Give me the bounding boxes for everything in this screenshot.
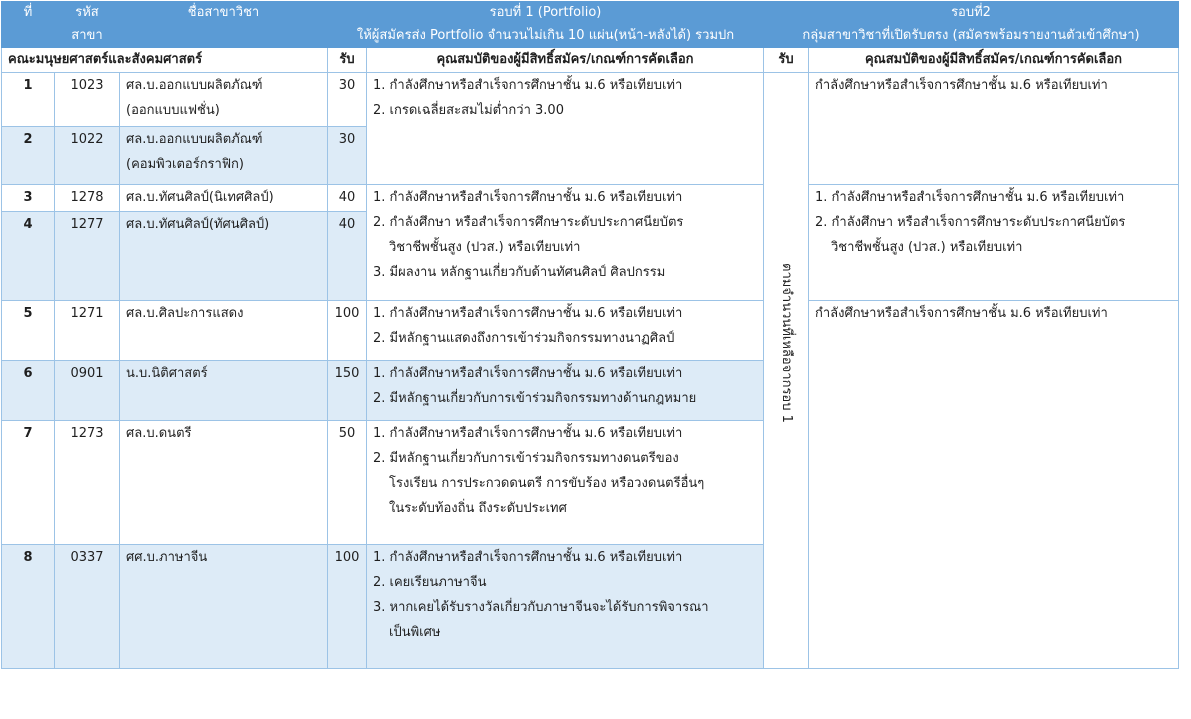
row-no: 4 — [2, 212, 55, 301]
round1-criteria: 1. กำลังศึกษาหรือสำเร็จการศึกษาชั้น ม.6 หรือเทียบเท่า 2. เกรดเฉลี่ยสะสมไม่ต่ำกว่า 3.00 — [367, 73, 764, 185]
round1-title: รอบที่ 1 (Portfolio) — [328, 2, 764, 25]
row-code: 1271 — [55, 301, 120, 361]
round1-criteria: 1. กำลังศึกษาหรือสำเร็จการศึกษาชั้น ม.6 หรือเทียบเท่า 2. มีหลักฐานเกี่ยวกับการเข้าร่วมกิจกรรมทางดนตรีของ โรงเรียน การประกวดดนตรี การขับร้อง หรือวงดนตรีอื่นๆ ในระดับท้องถิ่น ถึงระดับประเทศ — [367, 421, 764, 545]
row-no: 2 — [2, 127, 55, 185]
round2-criteria: กำลังศึกษาหรือสำเร็จการศึกษาชั้น ม.6 หรือเทียบเท่า — [809, 301, 1179, 669]
row-no: 5 — [2, 301, 55, 361]
round2-title: รอบที่2 — [764, 2, 1179, 25]
row-program-name: ศล.บ.ศิลปะการแสดง — [120, 301, 328, 361]
admission-table — [1, 1, 1179, 669]
round2-criteria: กำลังศึกษาหรือสำเร็จการศึกษาชั้น ม.6 หรือเทียบเท่า — [809, 73, 1179, 185]
row-seats: 50 — [328, 421, 367, 545]
row-seats: 100 — [328, 545, 367, 669]
round1-criteria: 1. กำลังศึกษาหรือสำเร็จการศึกษาชั้น ม.6 หรือเทียบเท่า 2. มีหลักฐานแสดงถึงการเข้าร่วมกิจกรรมทางนาฏศิลป์ — [367, 301, 764, 361]
col-no-header: ที่ — [2, 2, 55, 48]
round2-criteria: 1. กำลังศึกษาหรือสำเร็จการศึกษาชั้น ม.6 หรือเทียบเท่า 2. กำลังศึกษา หรือสำเร็จการศึกษาระดับประกาศนียบัตร วิชาชีพชั้นสูง (ปวส.) หรือเทียบเท่า — [809, 185, 1179, 301]
col-code-header-2: สาขา — [55, 25, 120, 48]
row-no: 8 — [2, 545, 55, 669]
row-code: 0901 — [55, 361, 120, 421]
table-row — [2, 301, 1179, 361]
round1-criteria: 1. กำลังศึกษาหรือสำเร็จการศึกษาชั้น ม.6 หรือเทียบเท่า 2. เคยเรียนภาษาจีน 3. หากเคยได้รับรางวัลเกี่ยวกับภาษาจีนจะได้รับการพิจารณา เป็นพิเศษ — [367, 545, 764, 669]
round2-seats-label: รับ — [764, 48, 809, 73]
row-program-name: ศล.บ.ดนตรี — [120, 421, 328, 545]
round1-criteria: 1. กำลังศึกษาหรือสำเร็จการศึกษาชั้น ม.6 หรือเทียบเท่า 2. มีหลักฐานเกี่ยวกับการเข้าร่วมกิจกรรมทางด้านกฎหมาย — [367, 361, 764, 421]
row-seats: 40 — [328, 212, 367, 301]
col-code-header: รหัส — [55, 2, 120, 25]
header-row-2 — [2, 25, 1179, 48]
row-code: 1023 — [55, 73, 120, 127]
header-row-1 — [2, 2, 1179, 25]
round1-subtitle: ให้ผู้สมัครส่ง Portfolio จำนวนไม่เกิน 10 แผ่น(หน้า-หลังได้) รวมปก — [328, 25, 764, 48]
row-seats: 150 — [328, 361, 367, 421]
row-code: 1278 — [55, 185, 120, 212]
row-code: 1273 — [55, 421, 120, 545]
row-no: 3 — [2, 185, 55, 212]
row-code: 0337 — [55, 545, 120, 669]
row-program-name: น.บ.นิติศาสตร์ — [120, 361, 328, 421]
row-program-name: ศล.บ.ออกแบบผลิตภัณฑ์ (คอมพิวเตอร์กราฟิก) — [120, 127, 328, 185]
category-name: คณะมนุษยศาสตร์และสังคมศาสตร์ — [2, 48, 328, 73]
row-code: 1022 — [55, 127, 120, 185]
category-row — [2, 48, 1179, 73]
row-seats: 40 — [328, 185, 367, 212]
row-seats: 30 — [328, 127, 367, 185]
row-no: 1 — [2, 73, 55, 127]
row-program-name: ศศ.บ.ภาษาจีน — [120, 545, 328, 669]
row-no: 6 — [2, 361, 55, 421]
row-program-name: ศล.บ.ออกแบบผลิตภัณฑ์ (ออกแบบแฟชั่น) — [120, 73, 328, 127]
col-name-header: ชื่อสาขาวิชา — [120, 2, 328, 25]
row-seats: 30 — [328, 73, 367, 127]
round2-seats-note: ตามจำนวนที่เหลือจากรอบ 1 — [764, 73, 809, 669]
round1-criteria: 1. กำลังศึกษาหรือสำเร็จการศึกษาชั้น ม.6 หรือเทียบเท่า 2. กำลังศึกษา หรือสำเร็จการศึกษาระดับประกาศนียบัตร วิชาชีพชั้นสูง (ปวส.) หรือเทียบเท่า 3. มีผลงาน หลักฐานเกี่ยวกับด้านทัศนศิลป์ ศิลปกรรม — [367, 185, 764, 301]
round1-seats-label: รับ — [328, 48, 367, 73]
table-row — [2, 185, 1179, 212]
round2-criteria-label: คุณสมบัติของผู้มีสิทธิ์สมัคร/เกณฑ์การคัดเลือก — [809, 48, 1179, 73]
table-row — [2, 73, 1179, 127]
round2-subtitle: กลุ่มสาขาวิชาที่เปิดรับตรง (สมัครพร้อมรายงานตัวเข้าศึกษา) — [764, 25, 1179, 48]
row-program-name: ศล.บ.ทัศนศิลป์(นิเทศศิลป์) — [120, 185, 328, 212]
row-no: 7 — [2, 421, 55, 545]
row-code: 1277 — [55, 212, 120, 301]
round1-criteria-label: คุณสมบัติของผู้มีสิทธิ์สมัคร/เกณฑ์การคัดเลือก — [367, 48, 764, 73]
row-program-name: ศล.บ.ทัศนศิลป์(ทัศนศิลป์) — [120, 212, 328, 301]
row-seats: 100 — [328, 301, 367, 361]
